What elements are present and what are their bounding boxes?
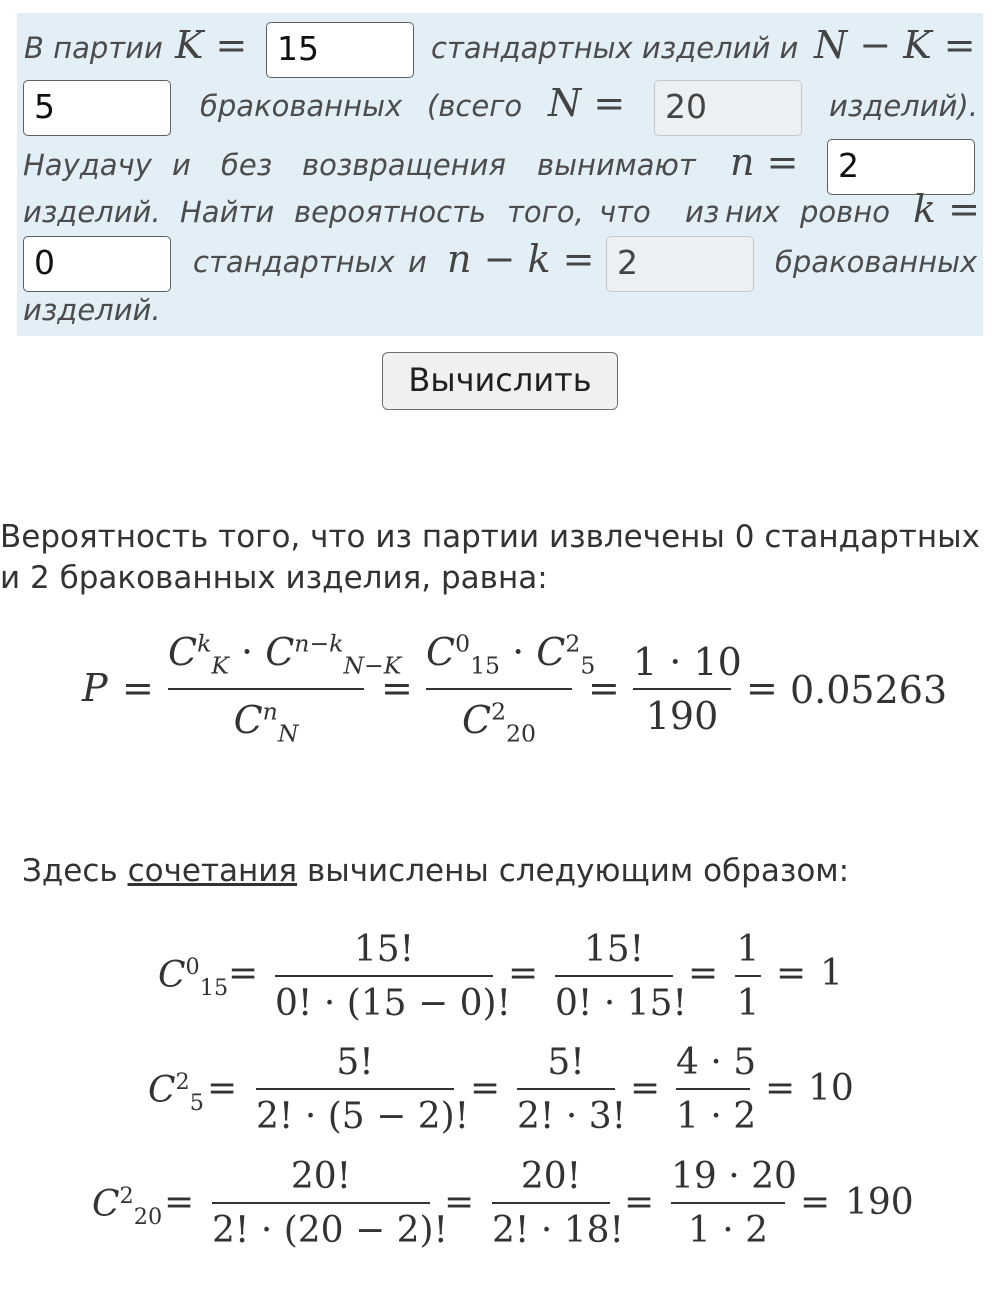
fraction-numerator: 5! (547, 1042, 585, 1083)
problem-text: В партии (24, 31, 163, 65)
equals-sign: = (588, 666, 620, 710)
combination-result: 1 (820, 953, 843, 994)
problem-text: вероятность (294, 195, 487, 229)
intro-text: вычислены следующим образом: (306, 853, 850, 889)
fraction-denominator: 1 · 2 (676, 1096, 757, 1137)
K-input[interactable]: 15 (266, 22, 414, 78)
calculate-button[interactable]: Вычислить (382, 352, 618, 410)
problem-text: бракованных (775, 245, 978, 279)
problem-text: изделий. (23, 293, 161, 327)
reduced-fraction (735, 925, 761, 1030)
problem-text: и (408, 245, 427, 279)
equals-sign: = (630, 1068, 661, 1109)
equals-sign: = (508, 953, 539, 994)
fraction-denominator: 1 (736, 983, 760, 1024)
fraction-bar (633, 688, 731, 690)
fraction-bar (212, 1202, 430, 1204)
substituted-numerator: $C^0_{15} \cdot C^2_5$ (426, 629, 596, 680)
combination-symbol: $C^0_{15}$ (158, 954, 229, 1002)
combination-result: 190 (845, 1182, 914, 1223)
combinations-link[interactable]: сочетания (127, 853, 298, 889)
problem-text: стандартных (193, 245, 395, 279)
fraction-denominator: 2! · 3! (517, 1096, 627, 1137)
general-denominator: $C^n_N$ (233, 697, 299, 748)
N-readonly-field: 20 (654, 80, 802, 136)
simplified-fraction (492, 1152, 624, 1257)
probability-formula (0, 620, 1005, 760)
math-K: K = (175, 23, 248, 67)
formula-P: P (82, 666, 108, 710)
problem-text: вынимают (537, 148, 696, 182)
problem-text: что (599, 195, 651, 229)
problem-text: них (725, 195, 780, 229)
substituted-fraction (426, 620, 596, 760)
equals-sign: = (444, 1182, 475, 1223)
fraction-bar (426, 688, 572, 690)
problem-line-1 (17, 17, 983, 75)
fraction-denominator: 2! · (20 − 2)! (212, 1210, 449, 1251)
fraction-denominator: 0! · (15 − 0)! (275, 983, 512, 1024)
problem-line-6 (17, 279, 983, 337)
problem-text: и (172, 148, 191, 182)
math-n: n = (730, 140, 799, 184)
problem-text: из (685, 195, 720, 229)
math-n-minus-k: n − k = (447, 237, 595, 281)
problem-text: стандартных изделий и (431, 31, 799, 65)
equals-sign: = (122, 666, 154, 710)
fraction-denominator: 2! · (5 − 2)! (256, 1096, 470, 1137)
numeric-fraction (633, 620, 742, 760)
equals-sign: = (800, 1182, 831, 1223)
problem-text: изделий. (23, 195, 161, 229)
fraction-bar (492, 1202, 610, 1204)
combination-row-1 (0, 925, 1005, 1030)
equals-sign: = (624, 1182, 655, 1223)
problem-line-2 (17, 75, 983, 133)
equals-sign: = (228, 953, 259, 994)
equals-sign: = (207, 1068, 238, 1109)
fraction-bar (671, 1202, 785, 1204)
fraction-numerator: 5! (336, 1042, 374, 1083)
problem-text: ровно (800, 195, 890, 229)
fraction-bar (256, 1088, 454, 1090)
fraction-bar (676, 1088, 750, 1090)
general-fraction (168, 620, 402, 760)
fraction-numerator: 15! (583, 929, 645, 970)
problem-text: того, (507, 195, 584, 229)
reduced-fraction (676, 1038, 757, 1143)
numeric-denominator: 190 (645, 694, 719, 738)
nk-readonly-field: 2 (606, 236, 754, 292)
combination-symbol: $C^2_5$ (148, 1069, 204, 1117)
n-input[interactable]: 2 (827, 139, 975, 195)
equals-sign: = (776, 953, 807, 994)
factorial-fraction (275, 925, 512, 1030)
factorial-fraction (212, 1152, 449, 1257)
combination-row-2 (0, 1038, 1005, 1143)
NK-input[interactable]: 5 (23, 80, 171, 136)
general-numerator: $C^k_K \cdot C^{n-k}_{N-K}$ (168, 629, 402, 680)
substituted-denominator: $C^2_{20}$ (461, 697, 537, 748)
intro-text: Здесь (22, 853, 118, 889)
equals-sign: = (470, 1068, 501, 1109)
fraction-bar (555, 975, 673, 977)
fraction-denominator: 0! · 15! (555, 983, 687, 1024)
problem-text: (всего (427, 89, 523, 123)
fraction-numerator: 20! (520, 1156, 582, 1197)
combinations-intro (22, 853, 849, 889)
probability-result: 0.05263 (790, 668, 948, 712)
fraction-numerator: 4 · 5 (676, 1042, 757, 1083)
numeric-numerator: 1 · 10 (633, 640, 742, 684)
fraction-numerator: 15! (353, 929, 415, 970)
fraction-numerator: 20! (290, 1156, 352, 1197)
factorial-fraction (256, 1038, 470, 1143)
fraction-bar (275, 975, 493, 977)
equals-sign: = (688, 953, 719, 994)
problem-panel (17, 13, 983, 336)
result-description: Вероятность того, что из партии извлечены 0 стандартных и 2 бракованных изделия, равна: (0, 519, 980, 596)
fraction-denominator: 2! · 18! (492, 1210, 624, 1251)
math-N: N = (548, 81, 626, 125)
simplified-fraction (517, 1038, 627, 1143)
combination-symbol: $C^2_{20}$ (92, 1183, 163, 1231)
fraction-numerator: 19 · 20 (671, 1156, 797, 1197)
fraction-bar (168, 688, 364, 690)
combination-row-3 (0, 1152, 1005, 1257)
problem-text: Найти (180, 195, 275, 229)
equals-sign: = (164, 1182, 195, 1223)
math-k: k = (913, 187, 980, 231)
equals-sign: = (765, 1068, 796, 1109)
fraction-numerator: 1 (736, 929, 760, 970)
k-input[interactable]: 0 (23, 236, 171, 292)
fraction-denominator: 1 · 2 (687, 1210, 769, 1251)
problem-text: без (221, 148, 273, 182)
fraction-bar (735, 975, 761, 977)
equals-sign: = (381, 666, 413, 710)
problem-text: Наудачу (23, 148, 152, 182)
reduced-fraction (671, 1152, 797, 1257)
math-N-minus-K: N − K = (814, 23, 976, 67)
problem-text: изделий). (829, 89, 978, 123)
problem-text: бракованных (200, 89, 403, 123)
problem-text: возвращения (302, 148, 506, 182)
fraction-bar (517, 1088, 615, 1090)
simplified-fraction (555, 925, 687, 1030)
combination-result: 10 (808, 1068, 854, 1109)
equals-sign: = (746, 666, 778, 710)
